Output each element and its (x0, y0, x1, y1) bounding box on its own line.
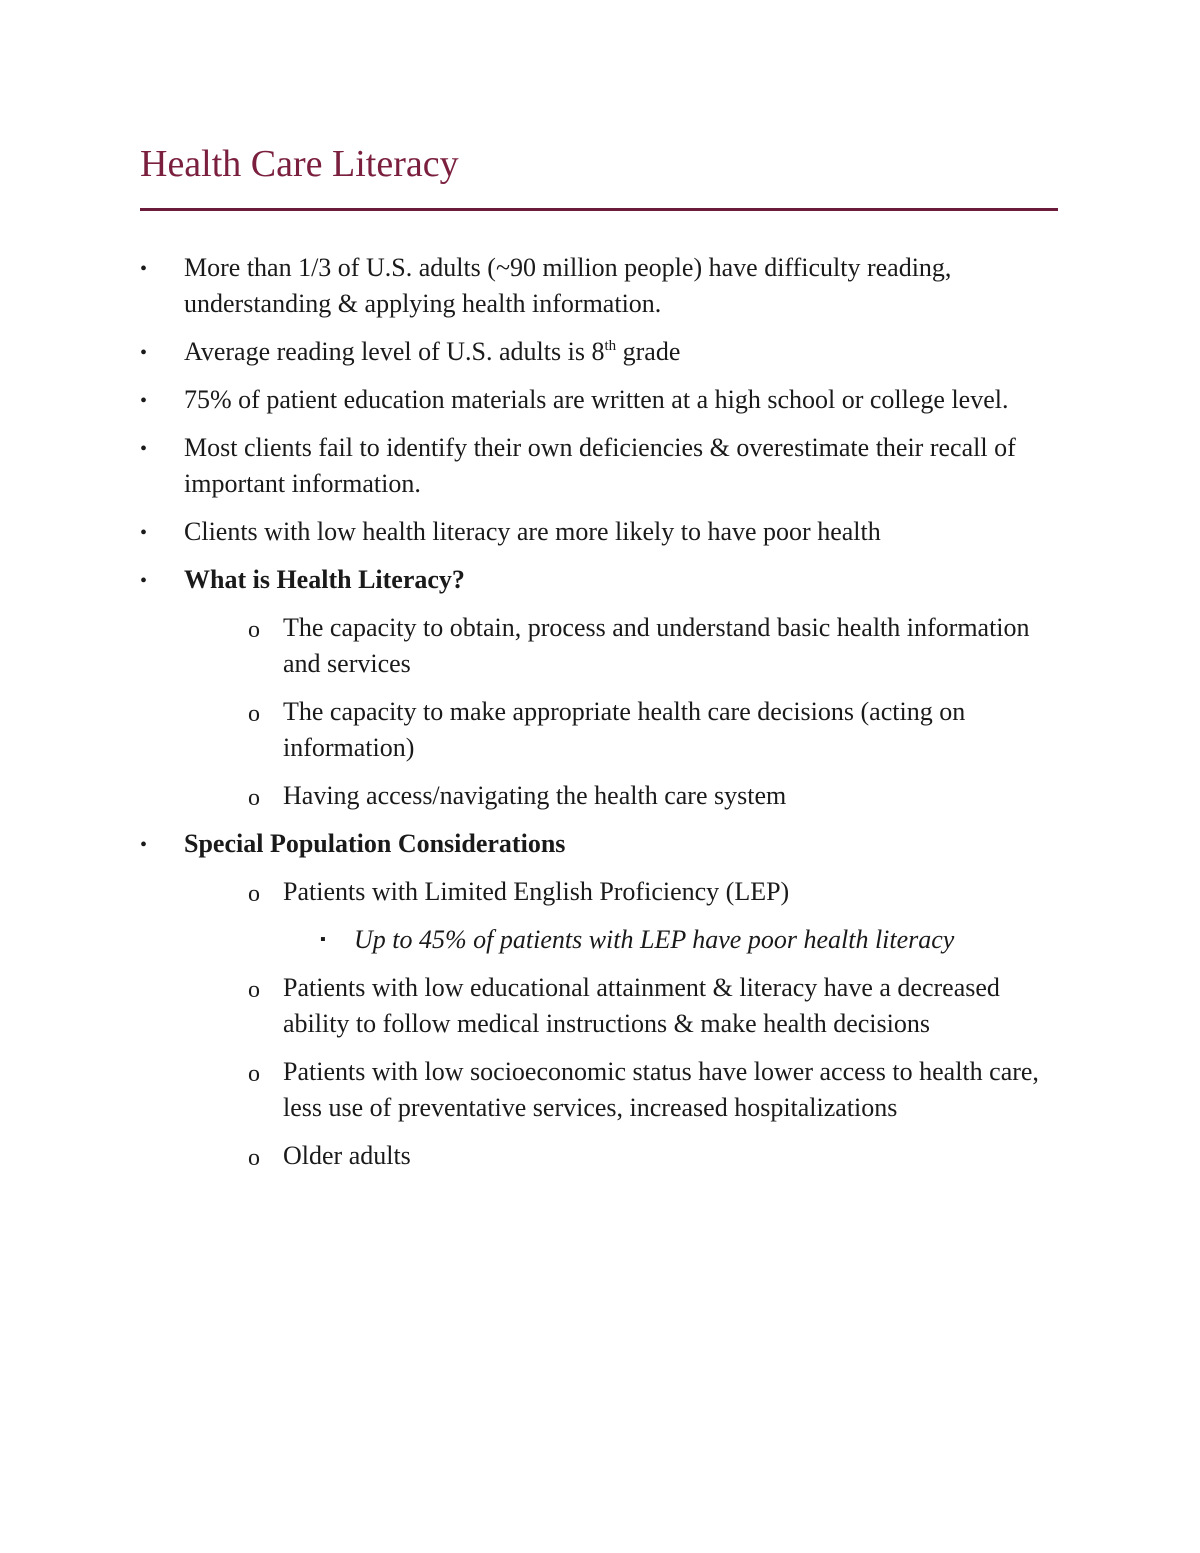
section-heading: Special Population Considerations (184, 829, 566, 858)
item-text: Most clients fail to identify their own deficiencies & overestimate their recall of important information. (184, 433, 1016, 498)
item-text: Patients with Limited English Proficiency (LEP) (283, 877, 790, 906)
circle-bullet-icon: o (248, 785, 260, 811)
circle-bullet-icon: o (248, 881, 260, 907)
sub-list-item (140, 874, 1060, 910)
list-item (140, 430, 1060, 502)
sub-list-item (140, 1138, 1060, 1174)
list-item (140, 514, 1060, 550)
circle-bullet-icon: o (248, 1145, 260, 1171)
item-text: Older adults (283, 1141, 411, 1170)
title-rule (140, 208, 1058, 211)
bullet-icon: • (140, 570, 148, 592)
list-item (140, 334, 1060, 370)
list-item (140, 250, 1060, 322)
bullet-list (140, 250, 1060, 1186)
bullet-icon: • (140, 438, 148, 460)
list-item (140, 382, 1060, 418)
page-title: Health Care Literacy (140, 143, 459, 185)
list-item (140, 826, 1060, 862)
bullet-icon: • (140, 522, 148, 544)
item-text: The capacity to obtain, process and understand basic health information and services (283, 613, 1030, 678)
item-text: Patients with low socioeconomic status have lower access to health care, less use of preventative services, increased hospitalizations (283, 1057, 1039, 1122)
item-text: Up to 45% of patients with LEP have poor health literacy (354, 925, 955, 954)
bullet-icon: • (140, 390, 148, 412)
sub-sub-list-item (140, 922, 1060, 958)
item-text: Having access/navigating the health care system (283, 781, 787, 810)
item-text: The capacity to make appropriate health care decisions (acting on information) (283, 697, 966, 762)
item-text: 75% of patient education materials are written at a high school or college level. (184, 385, 1009, 414)
bullet-icon: • (140, 342, 148, 364)
superscript: th (604, 338, 617, 354)
bullet-icon: • (140, 834, 148, 856)
bullet-icon: • (140, 258, 148, 280)
sub-list-item (140, 610, 1060, 682)
item-text: More than 1/3 of U.S. adults (~90 million people) have difficulty reading, understanding & applying health information. (184, 253, 952, 318)
sub-list-item (140, 778, 1060, 814)
circle-bullet-icon: o (248, 617, 260, 643)
sub-list-item (140, 694, 1060, 766)
square-bullet-icon: ▪ (320, 931, 326, 948)
section-heading: What is Health Literacy? (184, 565, 465, 594)
item-text: grade (616, 337, 681, 366)
circle-bullet-icon: o (248, 1061, 260, 1087)
circle-bullet-icon: o (248, 977, 260, 1003)
sub-list-item (140, 1054, 1060, 1126)
list-item (140, 562, 1060, 598)
item-text: Patients with low educational attainment & literacy have a decreased ability to follow medical instructions & make health decisions (283, 973, 1000, 1038)
item-text: Average reading level of U.S. adults is 8 (184, 337, 605, 366)
circle-bullet-icon: o (248, 701, 260, 727)
item-text: Clients with low health literacy are more likely to have poor health (184, 517, 881, 546)
sub-list-item (140, 970, 1060, 1042)
